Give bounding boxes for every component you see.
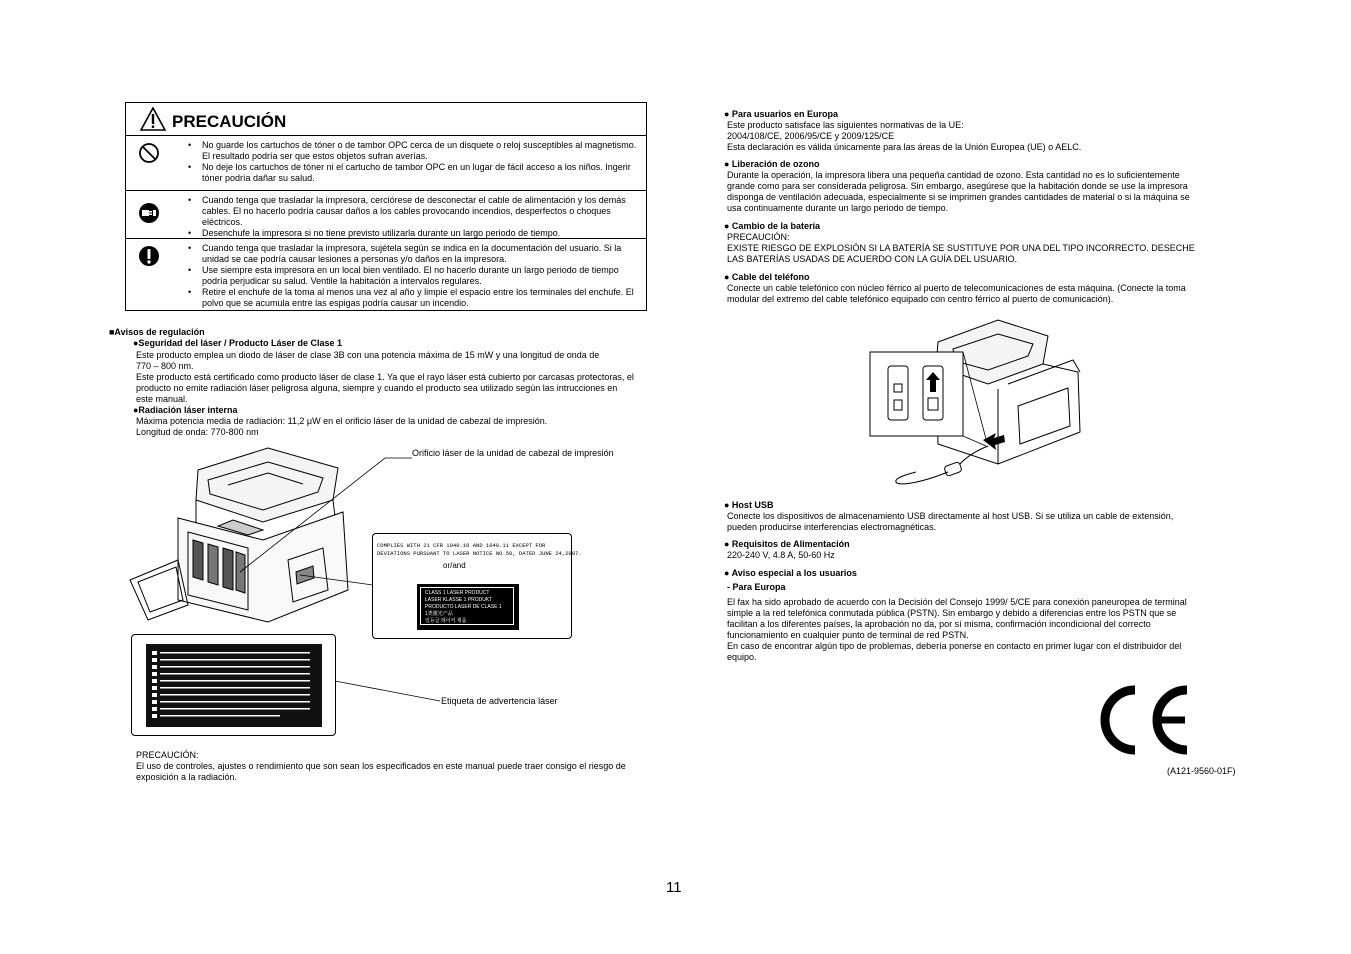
class1-label — [417, 584, 519, 630]
europe-text: Este producto satisface las siguientes normativas de la UE: — [727, 120, 964, 130]
warning-triangle-icon — [140, 107, 166, 131]
usb-text: pueden producirse interferencias electromagnéticas. — [727, 522, 937, 532]
compliance-label — [372, 533, 582, 639]
ozone-text: Durante la operación, la impresora libera una pequeña cantidad de ozono. Esta cantidad no es lo suficientemente — [727, 170, 1180, 180]
battery-heading: ● Cambio de la batería — [724, 221, 820, 231]
class1-line: CLASS 1 LASER PRODUCT — [425, 590, 490, 596]
special-text: simple a la red telefónica conmutada pública (PSTN). Sin embargo y debido a diferencias entre los PSTN que se — [727, 608, 1177, 618]
class1-line: 일등급 레이저 제품 — [425, 618, 467, 624]
callout-warning-label: Etiqueta de advertencia láser — [441, 696, 558, 706]
caution-item: • Desenchufe la impresora si no tiene previsto utilizarla durante un largo periodo de tiempo. — [188, 228, 638, 239]
laser-warning-plate — [146, 644, 322, 727]
caution-box — [125, 102, 647, 311]
special-heading: ● Aviso especial a los usuarios — [724, 568, 857, 578]
callout-line-warning — [335, 678, 445, 706]
battery-text: LAS BATERÍAS USADAS DE ACUERDO CON LA GUÍA DEL USUARIO. — [727, 254, 1018, 264]
power-text: 220-240 V, 4.8 A, 50-60 Hz — [727, 550, 835, 560]
phone-heading: ● Cable del teléfono — [724, 272, 810, 282]
special-text: En caso de encontrar algún tipo de problemas, debería ponerse en contacto en primer lugar con el distribuidor del — [727, 641, 1182, 651]
compliance-text: COMPLIES WITH 21 CFR 1040.10 AND 1040.11 EXCEPT FOR — [377, 542, 546, 549]
caution-footer-title: PRECAUCIÓN: — [136, 750, 199, 760]
class1-line: PRODUCTO LASER DE CLASE 1 — [425, 604, 502, 610]
document-code: (A121-9560-01F) — [1167, 766, 1236, 776]
unplug-icon — [138, 202, 160, 224]
caution-item: • Use siempre esta impresora en un local bien ventilado. El no hacerlo durante un largo periodo de tiempo podría perjudicar su salud. Ventile la habitación a intervalos regulares. — [188, 265, 638, 287]
phone-cable-illustration — [868, 314, 1084, 496]
phone-text: Conecte un cable telefónico con núcleo férrico al puerto de telecomunicaciones de esta máquina. (Conecte la toma — [727, 283, 1186, 293]
caution-title: PRECAUCIÓN — [172, 112, 287, 131]
caution-footer-text: exposición a la radiación. — [136, 772, 238, 782]
caution-item: • Cuando tenga que trasladar la impresora, cerciórese de desconectar el cable de alimentación y los demás cables. El no hacerlo podría causar daños a los cables provocando incendios, desperfectos o choques eléctricos. — [188, 195, 638, 228]
radiation-heading: ●Radiación láser interna — [133, 405, 238, 415]
special-text: funcionamiento en cualquier punto de terminal de red PSTN. — [727, 630, 969, 640]
europe-text: 2004/108/CE, 2006/95/CE y 2009/125/CE — [727, 131, 895, 141]
usb-heading: ● Host USB — [724, 500, 774, 510]
phone-text: modular del extremo del cable telefónico equipado con centro férrico al puerto de comunicación). — [727, 294, 1114, 304]
radiation-text: Máxima potencia media de radiación: 11,2 μW en el orificio láser de la unidad de cabezal de impresión. — [136, 416, 548, 426]
laser-warning-label — [131, 634, 336, 736]
ozone-heading: ● Liberación de ozono — [724, 159, 820, 169]
avisos-heading: ■Avisos de regulación — [109, 327, 205, 337]
callout-line-compliance — [300, 570, 375, 590]
special-text: El fax ha sido aprobado de acuerdo con la Decisión del Consejo 1999/ 5/CE para conexión paneuropea de terminal — [727, 597, 1187, 607]
laser-text: Este producto emplea un diodo de láser de clase 3B con una potencia máxima de 15 mW y una longitud de onda de — [136, 350, 600, 360]
caution-item: • Retire el enchufe de la toma al menos una vez al año y limpie el espacio entre los terminales del enchufe. El polvo que se acumula entre las espigas podría causar un incendio. — [188, 287, 638, 309]
class1-line: LASER KLASSE 1 PRODUKT — [425, 597, 493, 603]
special-text: equipo. — [727, 652, 757, 662]
usb-text: Conecte los dispositivos de almacenamiento USB directamente al host USB. Si se utiliza un cable de extensión, — [727, 511, 1174, 521]
class1-text — [420, 587, 514, 625]
radiation-text: Longitud de onda: 770-800 nm — [136, 427, 259, 437]
exclamation-icon — [138, 245, 160, 267]
compliance-or: or/and — [443, 561, 466, 570]
laser-text: producto no emite radiación láser peligrosa alguna, siempre y cuando el producto sea utilizado según las intrucciones en — [136, 383, 618, 393]
ozone-text: disponga de ventilación adecuada, especialmente si se imprimen grandes cantidades de material o si la máquina se — [727, 192, 1190, 202]
ce-mark-icon — [1093, 684, 1193, 756]
laser-warning-text-graphic — [150, 648, 318, 723]
ozone-text: grande como para ser considerada peligrosa. Sin embargo, asegúrese que la habitación donde se use la impresora — [727, 181, 1188, 191]
europe-text: Esta declaración es válida únicamente para las áreas de la Unión Europea (UE) o AELC. — [727, 142, 1082, 152]
no-entry-icon — [138, 142, 160, 164]
class1-line: 1类激光产品 — [425, 611, 453, 617]
battery-text: EXISTE RIESGO DE EXPLOSIÓN SI LA BATERÍA SE SUSTITUYE POR UNA DEL TIPO INCORRECTO. DESECHE — [727, 243, 1195, 253]
caution-item: • No guarde los cartuchos de tóner o de tambor OPC cerca de un disquete o reloj susceptibles al magnetismo. El resultado podría ser que estos objetos sufran averías. — [188, 140, 638, 162]
europe-heading: ● Para usuarios en Europa — [724, 109, 838, 119]
caution-header — [126, 103, 646, 136]
battery-text: PRECAUCIÓN: — [727, 232, 790, 242]
laser-text: Este producto está certificado como producto láser de clase 1. Ya que el rayo láser está cubierto por carcasas protectoras, el — [136, 372, 634, 382]
ozone-text: usa continuamente durante un largo periodo de tiempo. — [727, 203, 949, 213]
laser-text: este manual. — [136, 394, 188, 404]
page-number: 11 — [666, 879, 682, 896]
special-subheading: - Para Europa — [727, 582, 786, 592]
callout-aperture-label: Orificio láser de la unidad de cabezal de impresión — [412, 448, 614, 458]
caution-row — [126, 136, 646, 191]
compliance-text: DEVIATIONS PURSUANT TO LASER NOTICE NO.50, DATED JUNE 24,2007. — [377, 550, 582, 557]
laser-text: 770 – 800 nm. — [136, 361, 194, 371]
caution-item: • Cuando tenga que trasladar la impresora, sujétela según se indica en la documentación del usuario. Si la unidad se cae podría causar lesiones a personas y/o daños en la impresora. — [188, 243, 638, 265]
power-heading: ● Requisitos de Alimentación — [724, 539, 850, 549]
special-text: facilitan a los diferentes países, la aprobación no da, por sí misma, confirmación incondicional del correcto — [727, 619, 1151, 629]
caution-item: • No deje los cartuchos de tóner ni el cartucho de tambor OPC en un lugar de fácil acceso a los niños. Ingerir tóner podría dañar su salud. — [188, 162, 638, 184]
caution-row — [126, 191, 646, 239]
laser-heading: ●Seguridad del láser / Producto Láser de Clase 1 — [133, 338, 343, 348]
caution-footer-text: El uso de controles, ajustes o rendimiento que son sean los especificados en este manual puede traer consigo el riesgo de — [136, 761, 626, 771]
caution-row — [126, 239, 646, 311]
